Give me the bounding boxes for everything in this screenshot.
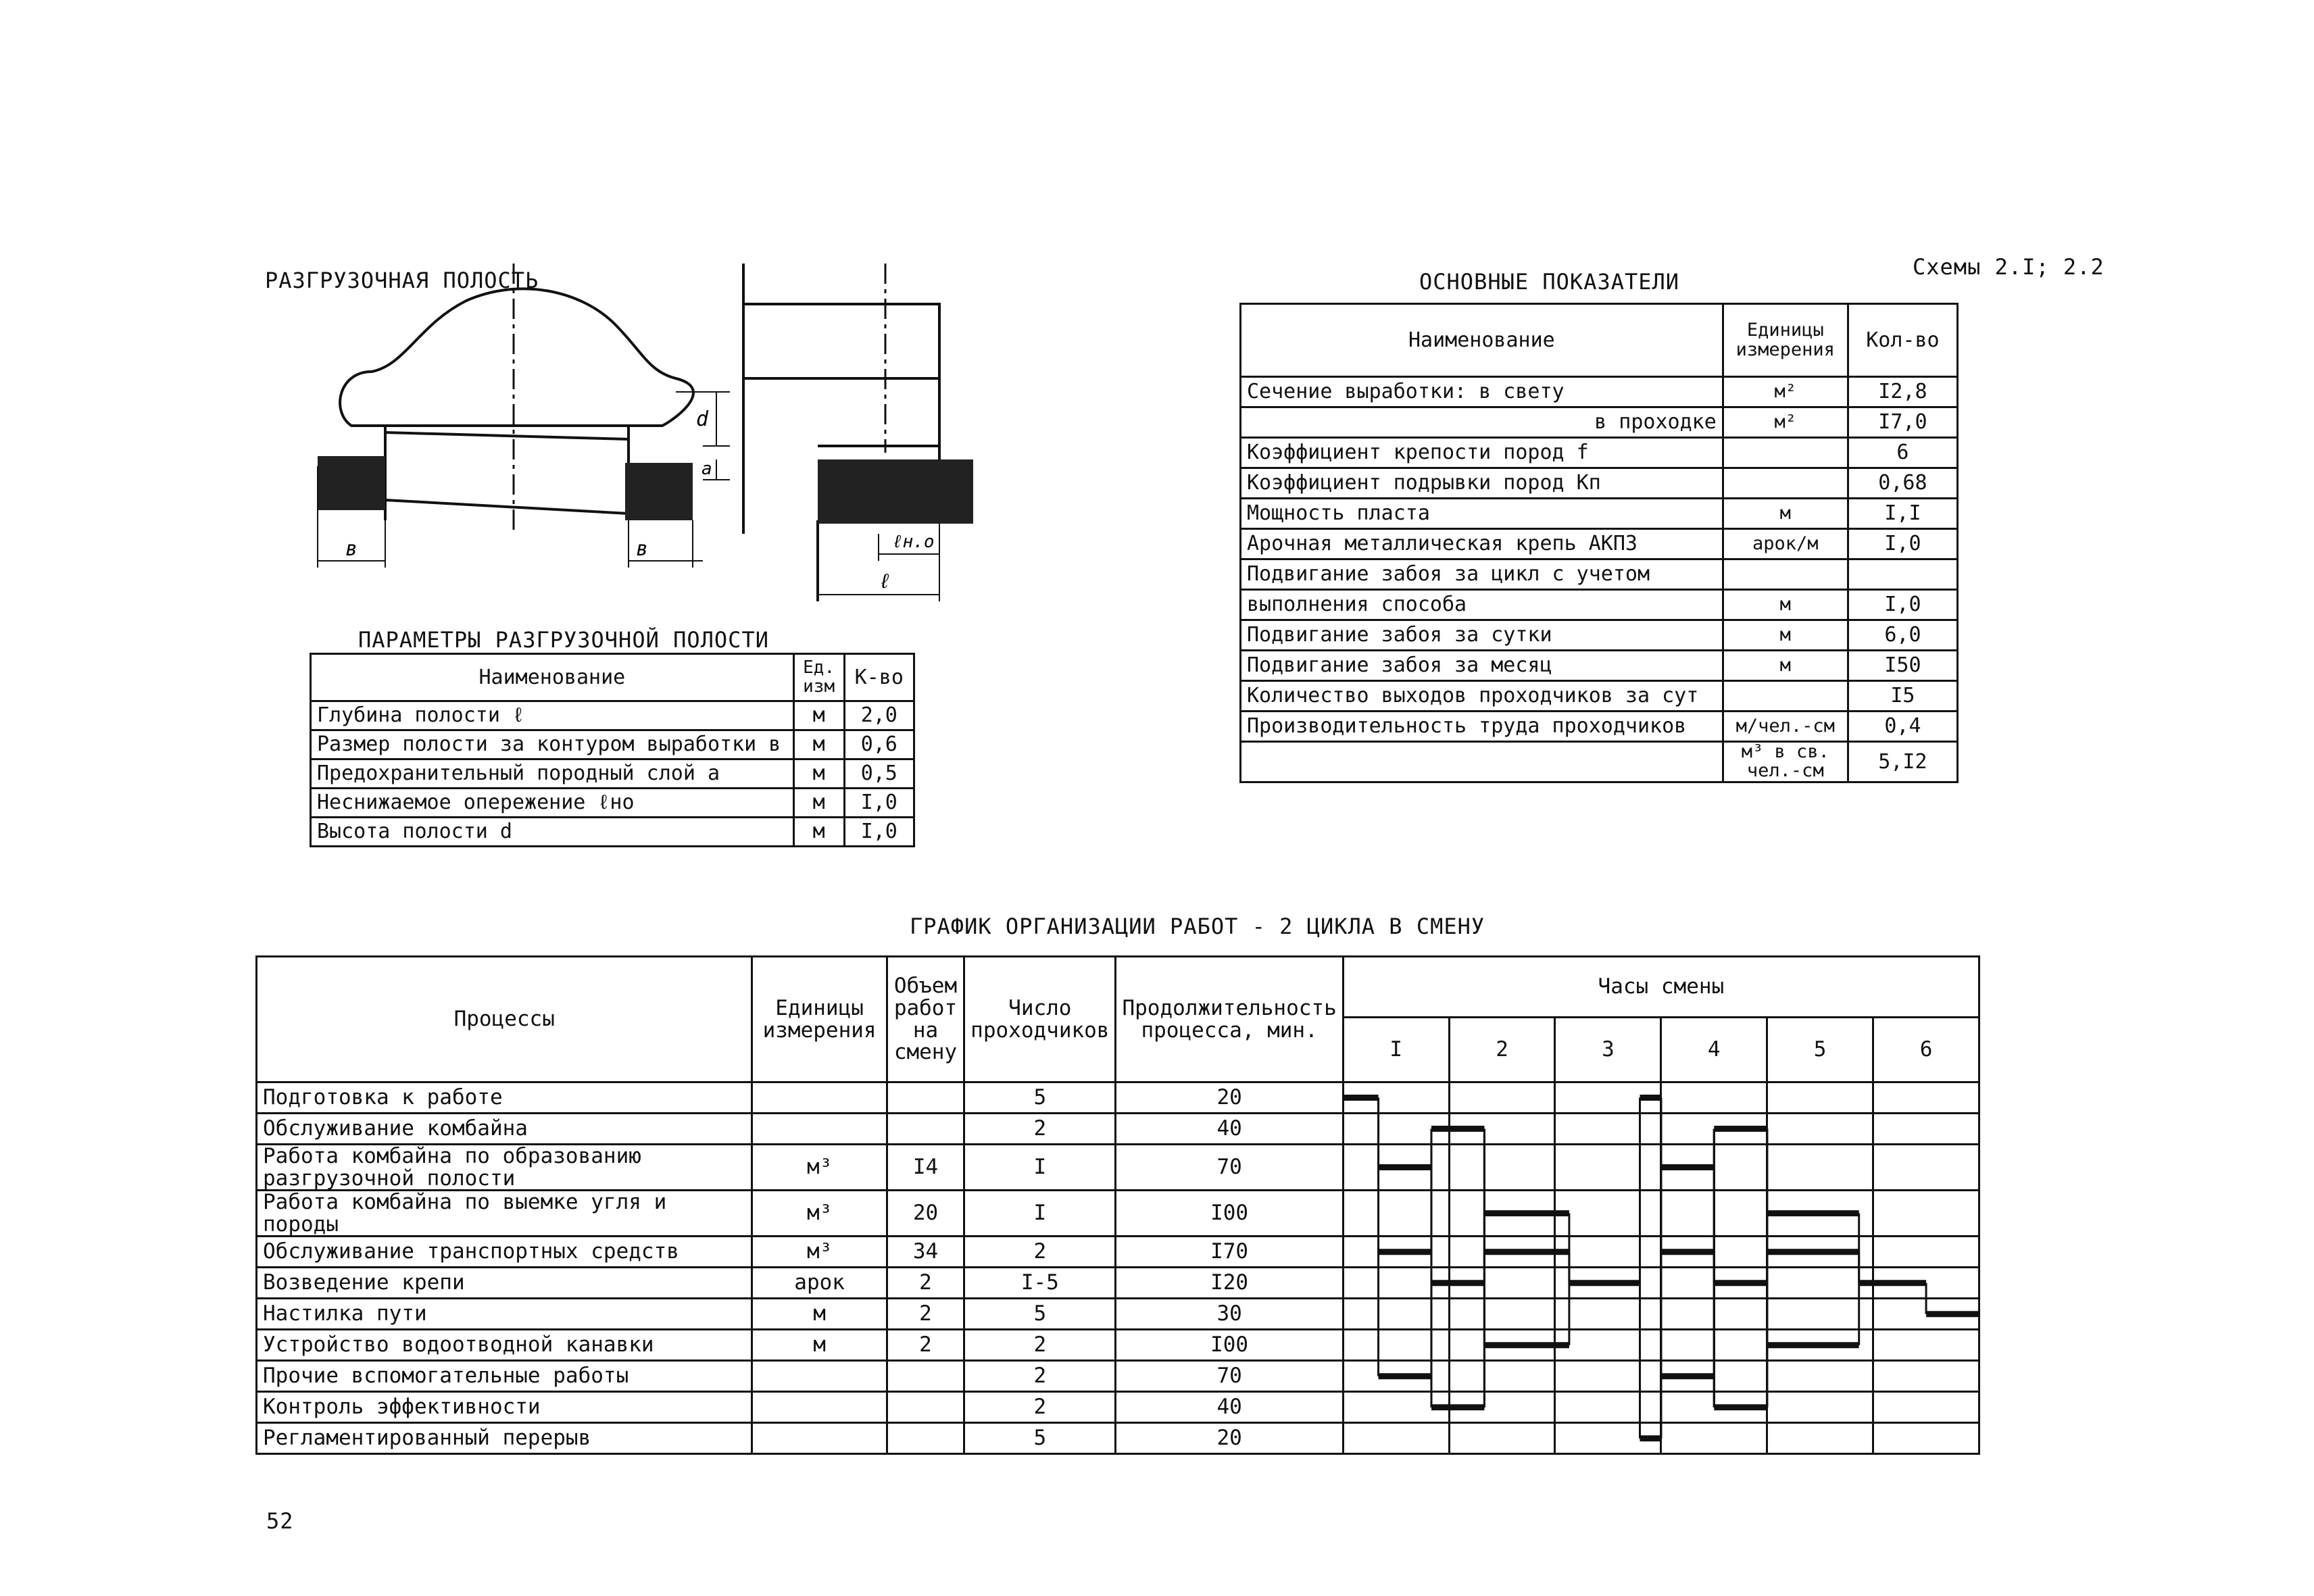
main-unit: м/чел.-см bbox=[1723, 712, 1848, 742]
params-header-qty: К-во bbox=[844, 654, 914, 701]
schedule-process: Работа комбайна по выемке угля и породы bbox=[257, 1191, 752, 1237]
schedule-hour-cell bbox=[1449, 1145, 1555, 1191]
relief-cavity-diagram bbox=[297, 264, 1014, 615]
schedule-hour-cell bbox=[1449, 1299, 1555, 1330]
main-row bbox=[1241, 742, 1958, 782]
schedule-duration: 40 bbox=[1116, 1114, 1343, 1145]
schedule-hour-cell bbox=[1343, 1361, 1449, 1392]
schedule-hour-cell bbox=[1343, 1423, 1449, 1454]
schedule-workers: 2 bbox=[964, 1237, 1116, 1268]
main-unit: м² bbox=[1723, 407, 1848, 438]
params-qty: I,0 bbox=[844, 818, 914, 847]
label-a: a bbox=[701, 459, 712, 479]
schedule-process: Контроль эффективности bbox=[257, 1392, 752, 1423]
schedule-hour-cell bbox=[1767, 1423, 1873, 1454]
schedule-hour-cell bbox=[1873, 1392, 1979, 1423]
main-qty: 0,4 bbox=[1848, 712, 1957, 742]
schedule-hour-cell bbox=[1767, 1114, 1873, 1145]
schedule-row bbox=[257, 1392, 1979, 1423]
schedule-hour-cell bbox=[1449, 1191, 1555, 1237]
schedule-duration: 30 bbox=[1116, 1299, 1343, 1330]
main-name: Коэффициент крепости пород f bbox=[1241, 438, 1723, 468]
main-row bbox=[1241, 377, 1958, 407]
schedule-volume: I4 bbox=[887, 1145, 964, 1191]
main-name: в проходке bbox=[1241, 407, 1723, 438]
main-name bbox=[1241, 742, 1723, 782]
main-row bbox=[1241, 407, 1958, 438]
schedule-hour-cell bbox=[1555, 1237, 1661, 1268]
main-unit: арок/м bbox=[1723, 529, 1848, 559]
main-unit bbox=[1723, 681, 1848, 712]
main-name: Подвигание забоя за цикл с учетом bbox=[1241, 559, 1723, 590]
schedule-unit bbox=[752, 1361, 887, 1392]
schedule-hour-cell bbox=[1661, 1330, 1767, 1361]
schedule-volume bbox=[887, 1114, 964, 1145]
params-name: Высота полости d bbox=[311, 818, 794, 847]
hour-column-3: 3 bbox=[1555, 1018, 1661, 1082]
params-header-name: Наименование bbox=[311, 654, 794, 701]
schedule-hour-cell bbox=[1555, 1082, 1661, 1114]
schedule-workers: 5 bbox=[964, 1423, 1116, 1454]
params-qty: 0,6 bbox=[844, 730, 914, 759]
schedule-hour-cell bbox=[1661, 1191, 1767, 1237]
main-qty: I5 bbox=[1848, 681, 1957, 712]
schedule-hour-cell bbox=[1555, 1145, 1661, 1191]
schedule-hour-cell bbox=[1661, 1361, 1767, 1392]
schedule-volume bbox=[887, 1392, 964, 1423]
main-name: Мощность пласта bbox=[1241, 499, 1723, 529]
schedule-duration: I70 bbox=[1116, 1237, 1343, 1268]
schedule-duration: 70 bbox=[1116, 1361, 1343, 1392]
schedule-hour-cell bbox=[1661, 1299, 1767, 1330]
main-name: Подвигание забоя за месяц bbox=[1241, 651, 1723, 681]
sched-header-workers: Число проходчиков bbox=[964, 957, 1116, 1082]
schedule-hour-cell bbox=[1873, 1237, 1979, 1268]
schedule-hour-cell bbox=[1449, 1082, 1555, 1114]
hour-column-6: 6 bbox=[1873, 1018, 1979, 1082]
schedule-volume bbox=[887, 1361, 964, 1392]
schedule-process: Обслуживание транспортных средств bbox=[257, 1237, 752, 1268]
label-d: d bbox=[696, 407, 709, 431]
schedule-workers: 2 bbox=[964, 1330, 1116, 1361]
params-qty: I,0 bbox=[844, 789, 914, 818]
params-qty: 2,0 bbox=[844, 701, 914, 730]
main-qty: I50 bbox=[1848, 651, 1957, 681]
params-name: Глубина полости ℓ bbox=[311, 701, 794, 730]
schedule-duration: 70 bbox=[1116, 1145, 1343, 1191]
schedule-hour-cell bbox=[1661, 1082, 1767, 1114]
schedule-unit: м³ bbox=[752, 1237, 887, 1268]
main-header-name: Наименование bbox=[1241, 304, 1723, 377]
main-name: Сечение выработки: в свету bbox=[1241, 377, 1723, 407]
schedule-volume: 34 bbox=[887, 1237, 964, 1268]
main-unit: м bbox=[1723, 590, 1848, 620]
main-qty: I,I bbox=[1848, 499, 1957, 529]
label-l: ℓ bbox=[879, 570, 891, 593]
schedule-row bbox=[257, 1237, 1979, 1268]
schedule-hour-cell bbox=[1555, 1114, 1661, 1145]
sched-header-duration: Продолжительность процесса, мин. bbox=[1116, 957, 1343, 1082]
schedule-unit: м bbox=[752, 1299, 887, 1330]
schedule-hour-cell bbox=[1873, 1361, 1979, 1392]
sched-header-unit: Единицы измерения bbox=[752, 957, 887, 1082]
schedule-unit: арок bbox=[752, 1268, 887, 1299]
params-unit: м bbox=[793, 759, 844, 789]
schedule-hour-cell bbox=[1767, 1361, 1873, 1392]
schedule-hour-cell bbox=[1767, 1237, 1873, 1268]
schedule-volume: 20 bbox=[887, 1191, 964, 1237]
schedule-workers: I bbox=[964, 1191, 1116, 1237]
main-unit: м bbox=[1723, 651, 1848, 681]
schedule-unit: м³ bbox=[752, 1191, 887, 1237]
main-unit bbox=[1723, 438, 1848, 468]
schedule-hour-cell bbox=[1873, 1268, 1979, 1299]
schedule-duration: 20 bbox=[1116, 1423, 1343, 1454]
params-row bbox=[311, 759, 914, 789]
params-row bbox=[311, 818, 914, 847]
schedule-hour-cell bbox=[1873, 1082, 1979, 1114]
sched-header-volume: Объем работ на смену bbox=[887, 957, 964, 1082]
main-qty: I7,0 bbox=[1848, 407, 1957, 438]
schedule-hour-cell bbox=[1343, 1392, 1449, 1423]
params-table bbox=[310, 653, 915, 847]
schedule-process: Работа комбайна по образованию разгрузочной полости bbox=[257, 1145, 752, 1191]
main-name: Арочная металлическая крепь АКП3 bbox=[1241, 529, 1723, 559]
main-name: Производительность труда проходчиков bbox=[1241, 712, 1723, 742]
main-qty: 5,I2 bbox=[1848, 742, 1957, 782]
schedule-workers: I-5 bbox=[964, 1268, 1116, 1299]
schedule-table bbox=[255, 955, 1980, 1455]
schedule-hour-cell bbox=[1449, 1114, 1555, 1145]
schedule-hour-cell bbox=[1873, 1423, 1979, 1454]
schedule-hour-cell bbox=[1767, 1392, 1873, 1423]
schedule-hour-cell bbox=[1873, 1114, 1979, 1145]
schedule-hour-cell bbox=[1343, 1299, 1449, 1330]
page-number: 52 bbox=[266, 1508, 294, 1534]
main-qty: 0,68 bbox=[1848, 468, 1957, 499]
label-b-right: в bbox=[635, 537, 649, 561]
schedule-hour-cell bbox=[1767, 1330, 1873, 1361]
schedule-hour-cell bbox=[1555, 1392, 1661, 1423]
schedule-row bbox=[257, 1145, 1979, 1191]
main-qty bbox=[1848, 559, 1957, 590]
schedule-hour-cell bbox=[1767, 1268, 1873, 1299]
schedule-hour-cell bbox=[1449, 1392, 1555, 1423]
hour-column-1: I bbox=[1343, 1018, 1449, 1082]
main-row bbox=[1241, 651, 1958, 681]
schedule-hour-cell bbox=[1873, 1145, 1979, 1191]
schedule-hour-cell bbox=[1555, 1191, 1661, 1237]
hour-column-2: 2 bbox=[1449, 1018, 1555, 1082]
params-row bbox=[311, 730, 914, 759]
schedule-hour-cell bbox=[1661, 1392, 1767, 1423]
sched-header-process: Процессы bbox=[257, 957, 752, 1082]
main-row bbox=[1241, 559, 1958, 590]
label-b-left: в bbox=[345, 537, 358, 561]
schedule-row bbox=[257, 1082, 1979, 1114]
params-unit: м bbox=[793, 701, 844, 730]
schedule-workers: 2 bbox=[964, 1114, 1116, 1145]
schedule-process: Прочие вспомогательные работы bbox=[257, 1361, 752, 1392]
schedule-hour-cell bbox=[1343, 1191, 1449, 1237]
params-qty: 0,5 bbox=[844, 759, 914, 789]
main-name: выполнения способа bbox=[1241, 590, 1723, 620]
main-indicators-table bbox=[1239, 303, 1959, 783]
schedule-hour-cell bbox=[1343, 1268, 1449, 1299]
schedule-hour-cell bbox=[1343, 1145, 1449, 1191]
params-name: Предохранительный породный слой a bbox=[311, 759, 794, 789]
diagram-title: РАЗГРУЗОЧНАЯ ПОЛОСТЬ bbox=[265, 268, 539, 293]
schedule-unit: м³ bbox=[752, 1145, 887, 1191]
params-table-title: ПАРАМЕТРЫ РАЗГРУЗОЧНОЙ ПОЛОСТИ bbox=[358, 627, 769, 653]
schedule-row bbox=[257, 1191, 1979, 1237]
schedule-workers: I bbox=[964, 1145, 1116, 1191]
schedule-duration: I00 bbox=[1116, 1330, 1343, 1361]
main-name: Подвигание забоя за сутки bbox=[1241, 620, 1723, 651]
schedule-workers: 2 bbox=[964, 1392, 1116, 1423]
main-name: Количество выходов проходчиков за сут bbox=[1241, 681, 1723, 712]
main-row bbox=[1241, 712, 1958, 742]
schedule-hour-cell bbox=[1555, 1330, 1661, 1361]
schemes-label: Схемы 2.I; 2.2 bbox=[1913, 254, 2104, 280]
schedule-unit bbox=[752, 1082, 887, 1114]
main-row bbox=[1241, 529, 1958, 559]
schedule-duration: I00 bbox=[1116, 1191, 1343, 1237]
main-qty: I,0 bbox=[1848, 529, 1957, 559]
main-row bbox=[1241, 620, 1958, 651]
params-unit: м bbox=[793, 789, 844, 818]
schedule-process: Настилка пути bbox=[257, 1299, 752, 1330]
schedule-hour-cell bbox=[1661, 1237, 1767, 1268]
sched-header-hours: Часы смены bbox=[1343, 957, 1979, 1018]
schedule-hour-cell bbox=[1555, 1423, 1661, 1454]
schedule-duration: 20 bbox=[1116, 1082, 1343, 1114]
schedule-unit bbox=[752, 1423, 887, 1454]
schedule-hour-cell bbox=[1555, 1268, 1661, 1299]
schedule-row bbox=[257, 1114, 1979, 1145]
schedule-volume: 2 bbox=[887, 1330, 964, 1361]
schedule-row bbox=[257, 1268, 1979, 1299]
schedule-process: Устройство водоотводной канавки bbox=[257, 1330, 752, 1361]
params-name: Неснижаемое опережение ℓно bbox=[311, 789, 794, 818]
schedule-unit: м bbox=[752, 1330, 887, 1361]
schedule-hour-cell bbox=[1873, 1330, 1979, 1361]
main-unit: м bbox=[1723, 499, 1848, 529]
schedule-hour-cell bbox=[1873, 1299, 1979, 1330]
main-qty: 6 bbox=[1848, 438, 1957, 468]
schedule-workers: 5 bbox=[964, 1082, 1116, 1114]
schedule-workers: 5 bbox=[964, 1299, 1116, 1330]
schedule-volume bbox=[887, 1082, 964, 1114]
schedule-unit bbox=[752, 1114, 887, 1145]
schedule-hour-cell bbox=[1343, 1330, 1449, 1361]
schedule-title: ГРАФИК ОРГАНИЗАЦИИ РАБОТ - 2 ЦИКЛА В СМЕНУ bbox=[910, 914, 1485, 939]
schedule-volume: 2 bbox=[887, 1268, 964, 1299]
schedule-hour-cell bbox=[1661, 1114, 1767, 1145]
main-name: Коэффициент подрывки пород Кп bbox=[1241, 468, 1723, 499]
schedule-hour-cell bbox=[1661, 1268, 1767, 1299]
schedule-row bbox=[257, 1299, 1979, 1330]
params-row bbox=[311, 789, 914, 818]
main-qty: I2,8 bbox=[1848, 377, 1957, 407]
schedule-unit bbox=[752, 1392, 887, 1423]
schedule-hour-cell bbox=[1555, 1361, 1661, 1392]
main-row bbox=[1241, 590, 1958, 620]
schedule-volume: 2 bbox=[887, 1299, 964, 1330]
main-unit: м³ в св. чел.-см bbox=[1723, 742, 1848, 782]
main-header-qty: Кол-во bbox=[1848, 304, 1957, 377]
params-row bbox=[311, 701, 914, 730]
schedule-process: Регламентированный перерыв bbox=[257, 1423, 752, 1454]
main-unit bbox=[1723, 468, 1848, 499]
params-unit: м bbox=[793, 818, 844, 847]
schedule-volume bbox=[887, 1423, 964, 1454]
schedule-duration: I20 bbox=[1116, 1268, 1343, 1299]
schedule-process: Подготовка к работе bbox=[257, 1082, 752, 1114]
schedule-hour-cell bbox=[1767, 1299, 1873, 1330]
main-qty: 6,0 bbox=[1848, 620, 1957, 651]
schedule-hour-cell bbox=[1343, 1082, 1449, 1114]
main-table-title: ОСНОВНЫЕ ПОКАЗАТЕЛИ bbox=[1419, 269, 1680, 295]
schedule-hour-cell bbox=[1555, 1299, 1661, 1330]
schedule-hour-cell bbox=[1767, 1082, 1873, 1114]
main-unit: м bbox=[1723, 620, 1848, 651]
schedule-row bbox=[257, 1361, 1979, 1392]
schedule-process: Возведение крепи bbox=[257, 1268, 752, 1299]
hour-column-4: 4 bbox=[1661, 1018, 1767, 1082]
schedule-hour-cell bbox=[1449, 1330, 1555, 1361]
main-row bbox=[1241, 499, 1958, 529]
main-qty: I,0 bbox=[1848, 590, 1957, 620]
schedule-duration: 40 bbox=[1116, 1392, 1343, 1423]
hour-column-5: 5 bbox=[1767, 1018, 1873, 1082]
schedule-hour-cell bbox=[1343, 1114, 1449, 1145]
schedule-hour-cell bbox=[1661, 1145, 1767, 1191]
schedule-hour-cell bbox=[1343, 1237, 1449, 1268]
label-lno: ℓн.о bbox=[892, 532, 935, 552]
main-unit: м² bbox=[1723, 377, 1848, 407]
schedule-row bbox=[257, 1330, 1979, 1361]
params-header-unit: Ед. изм bbox=[793, 654, 844, 701]
schedule-hour-cell bbox=[1449, 1361, 1555, 1392]
schedule-hour-cell bbox=[1449, 1237, 1555, 1268]
schedule-hour-cell bbox=[1767, 1191, 1873, 1237]
schedule-row bbox=[257, 1423, 1979, 1454]
schedule-hour-cell bbox=[1661, 1423, 1767, 1454]
schedule-workers: 2 bbox=[964, 1361, 1116, 1392]
schedule-hour-cell bbox=[1767, 1145, 1873, 1191]
main-row bbox=[1241, 468, 1958, 499]
schedule-hour-cell bbox=[1873, 1191, 1979, 1237]
schedule-hour-cell bbox=[1449, 1268, 1555, 1299]
main-row bbox=[1241, 681, 1958, 712]
params-name: Размер полости за контуром выработки в bbox=[311, 730, 794, 759]
schedule-process: Обслуживание комбайна bbox=[257, 1114, 752, 1145]
main-unit bbox=[1723, 559, 1848, 590]
main-row bbox=[1241, 438, 1958, 468]
schedule-hour-cell bbox=[1449, 1423, 1555, 1454]
params-unit: м bbox=[793, 730, 844, 759]
main-header-unit: Единицы измерения bbox=[1723, 304, 1848, 377]
